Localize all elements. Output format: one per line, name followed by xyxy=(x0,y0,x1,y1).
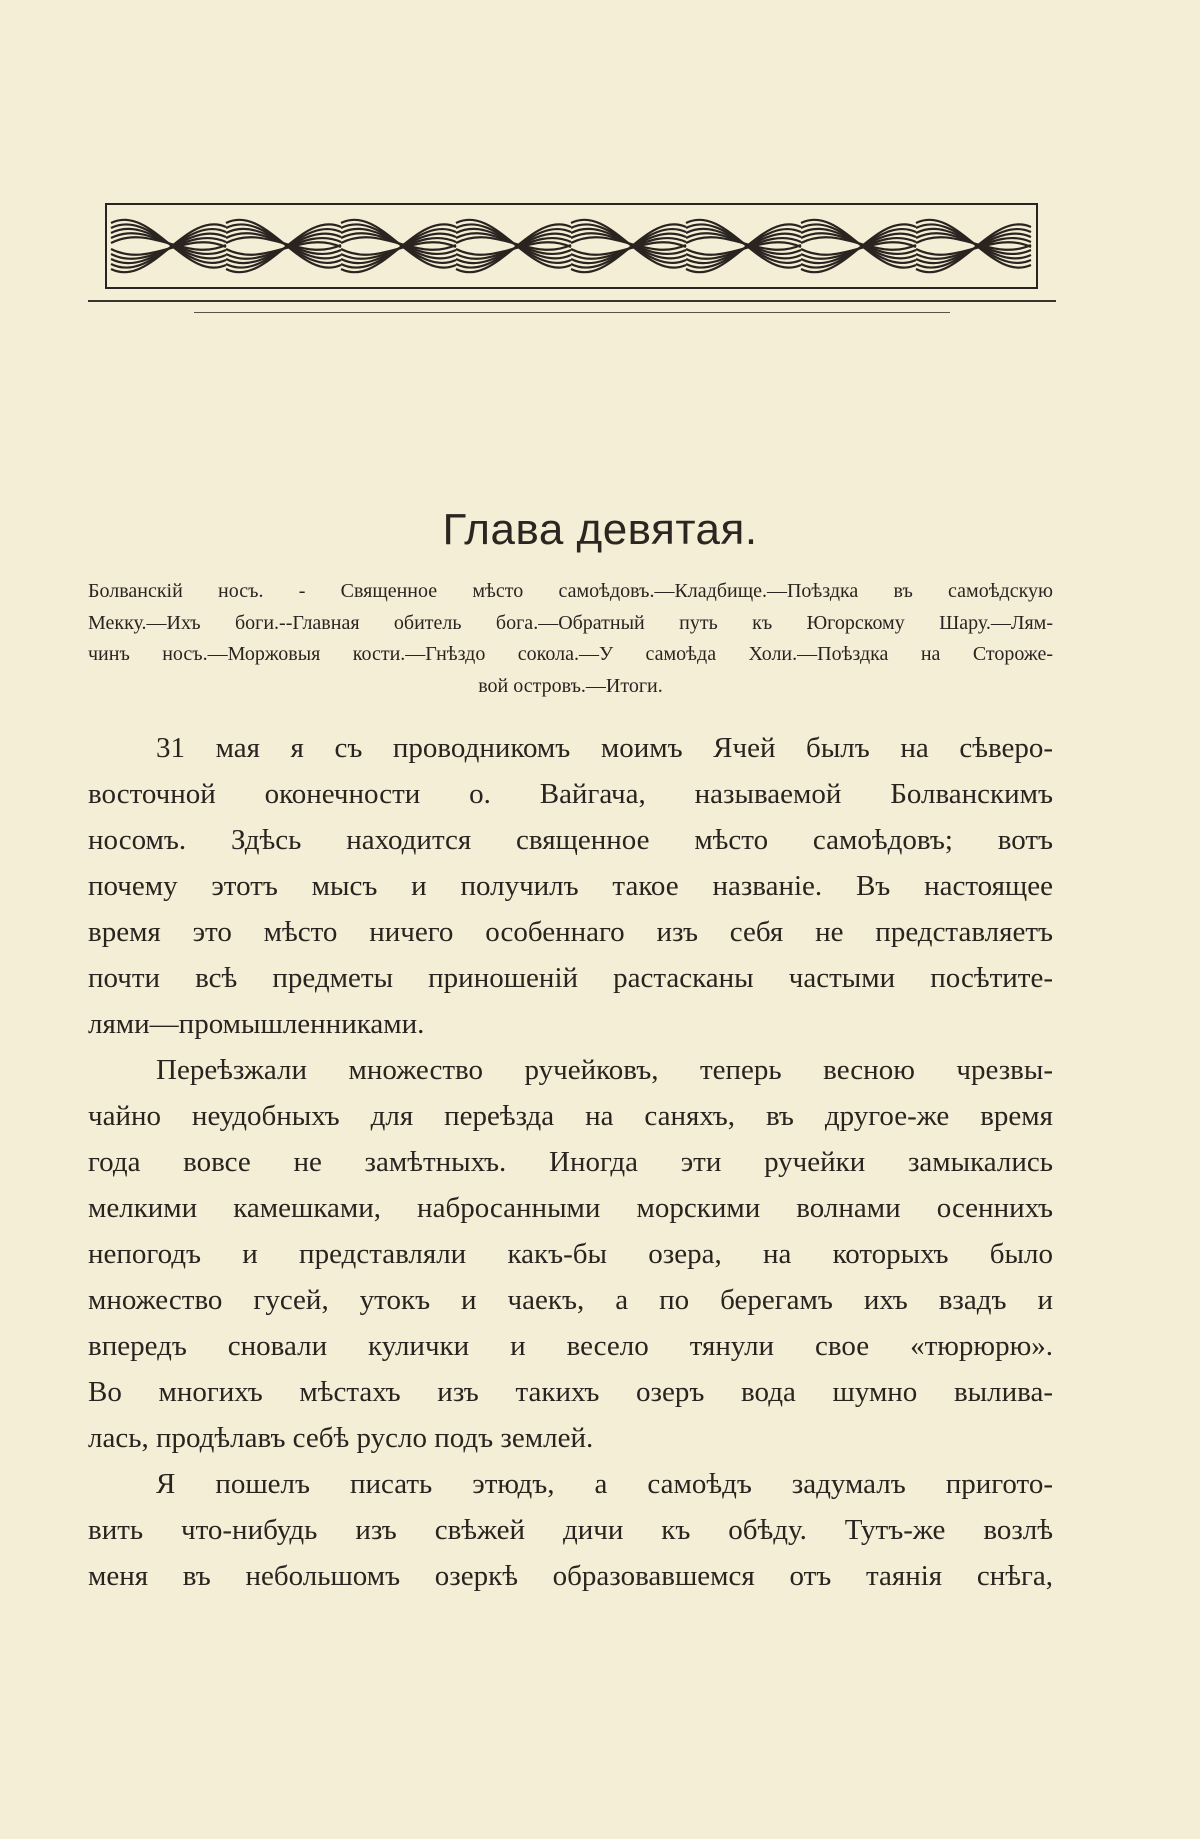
text-line: лась, продѣлавъ себѣ русло подъ землей. xyxy=(88,1422,594,1454)
chapter-summary xyxy=(88,576,1053,702)
text-line: непогодъ и представляли какъ-бы озера, на которыхъ было xyxy=(88,1238,1053,1270)
body-text xyxy=(88,725,1053,1599)
text-line: почему этотъ мысъ и получилъ такое названіе. Въ настоящее xyxy=(88,870,1053,902)
text-line: мелкими камешками, набросанными морскими волнами осеннихъ xyxy=(88,1192,1053,1224)
summary-line: чинъ носъ.—Моржовыя кости.—Гнѣздо сокола.—У самоѣда Холи.—Поѣздка на Стороже- xyxy=(88,643,1053,665)
summary-line: Болванскій носъ. - Священное мѣсто самоѣдовъ.—Кладбище.—Поѣздка въ самоѣдскую xyxy=(88,580,1053,602)
header-rule-thick xyxy=(88,300,1056,302)
ornamental-headpiece xyxy=(105,203,1038,289)
text-line: года вовсе не замѣтныхъ. Иногда эти ручейки замыкались xyxy=(88,1146,1053,1178)
summary-line: Мекку.—Ихъ боги.--Главная обитель бога.—Обратный путь къ Югорскому Шару.—Лям- xyxy=(88,611,1053,634)
text-line: Во многихъ мѣстахъ изъ такихъ озеръ вода шумно вылива- xyxy=(88,1376,1053,1408)
text-line: впередъ сновали кулички и весело тянули свое «тюрюрю». xyxy=(88,1330,1053,1362)
text-line: меня въ небольшомъ озеркѣ образовавшемся отъ таянія снѣга, xyxy=(88,1560,1053,1592)
text-line: 31 мая я съ проводникомъ моимъ Ячей былъ на сѣверо- xyxy=(156,732,1053,764)
summary-line: вой островъ.—Итоги. xyxy=(478,674,663,697)
paragraph xyxy=(88,1461,1053,1599)
text-line: Переѣзжали множество ручейковъ, теперь весною чрезвы- xyxy=(156,1054,1053,1086)
text-line: лями—промышленниками. xyxy=(88,1008,425,1040)
text-line: носомъ. Здѣсь находится священное мѣсто самоѣдовъ; вотъ xyxy=(88,824,1053,856)
chapter-title: Глава девятая. xyxy=(442,505,758,554)
text-line: чайно неудобныхъ для переѣзда на саняхъ, въ другое-же время xyxy=(88,1100,1053,1132)
text-line: время это мѣсто ничего особеннаго изъ себя не представляетъ xyxy=(88,916,1053,948)
paragraph xyxy=(88,1047,1053,1461)
paragraph xyxy=(88,725,1053,1047)
text-line: множество гусей, утокъ и чаекъ, а по берегамъ ихъ взадъ и xyxy=(88,1284,1053,1316)
text-line: Я пошелъ писать этюдъ, а самоѣдъ задумалъ пригото- xyxy=(156,1468,1053,1500)
text-line: восточной оконечности о. Вайгача, называемой Болванскимъ xyxy=(88,778,1053,810)
text-line: почти всѣ предметы приношеній растасканы частыми посѣтите- xyxy=(88,962,1053,994)
header-rule-thin xyxy=(194,312,950,313)
text-line: вить что-нибудь изъ свѣжей дичи къ обѣду. Тутъ-же возлѣ xyxy=(88,1514,1053,1546)
